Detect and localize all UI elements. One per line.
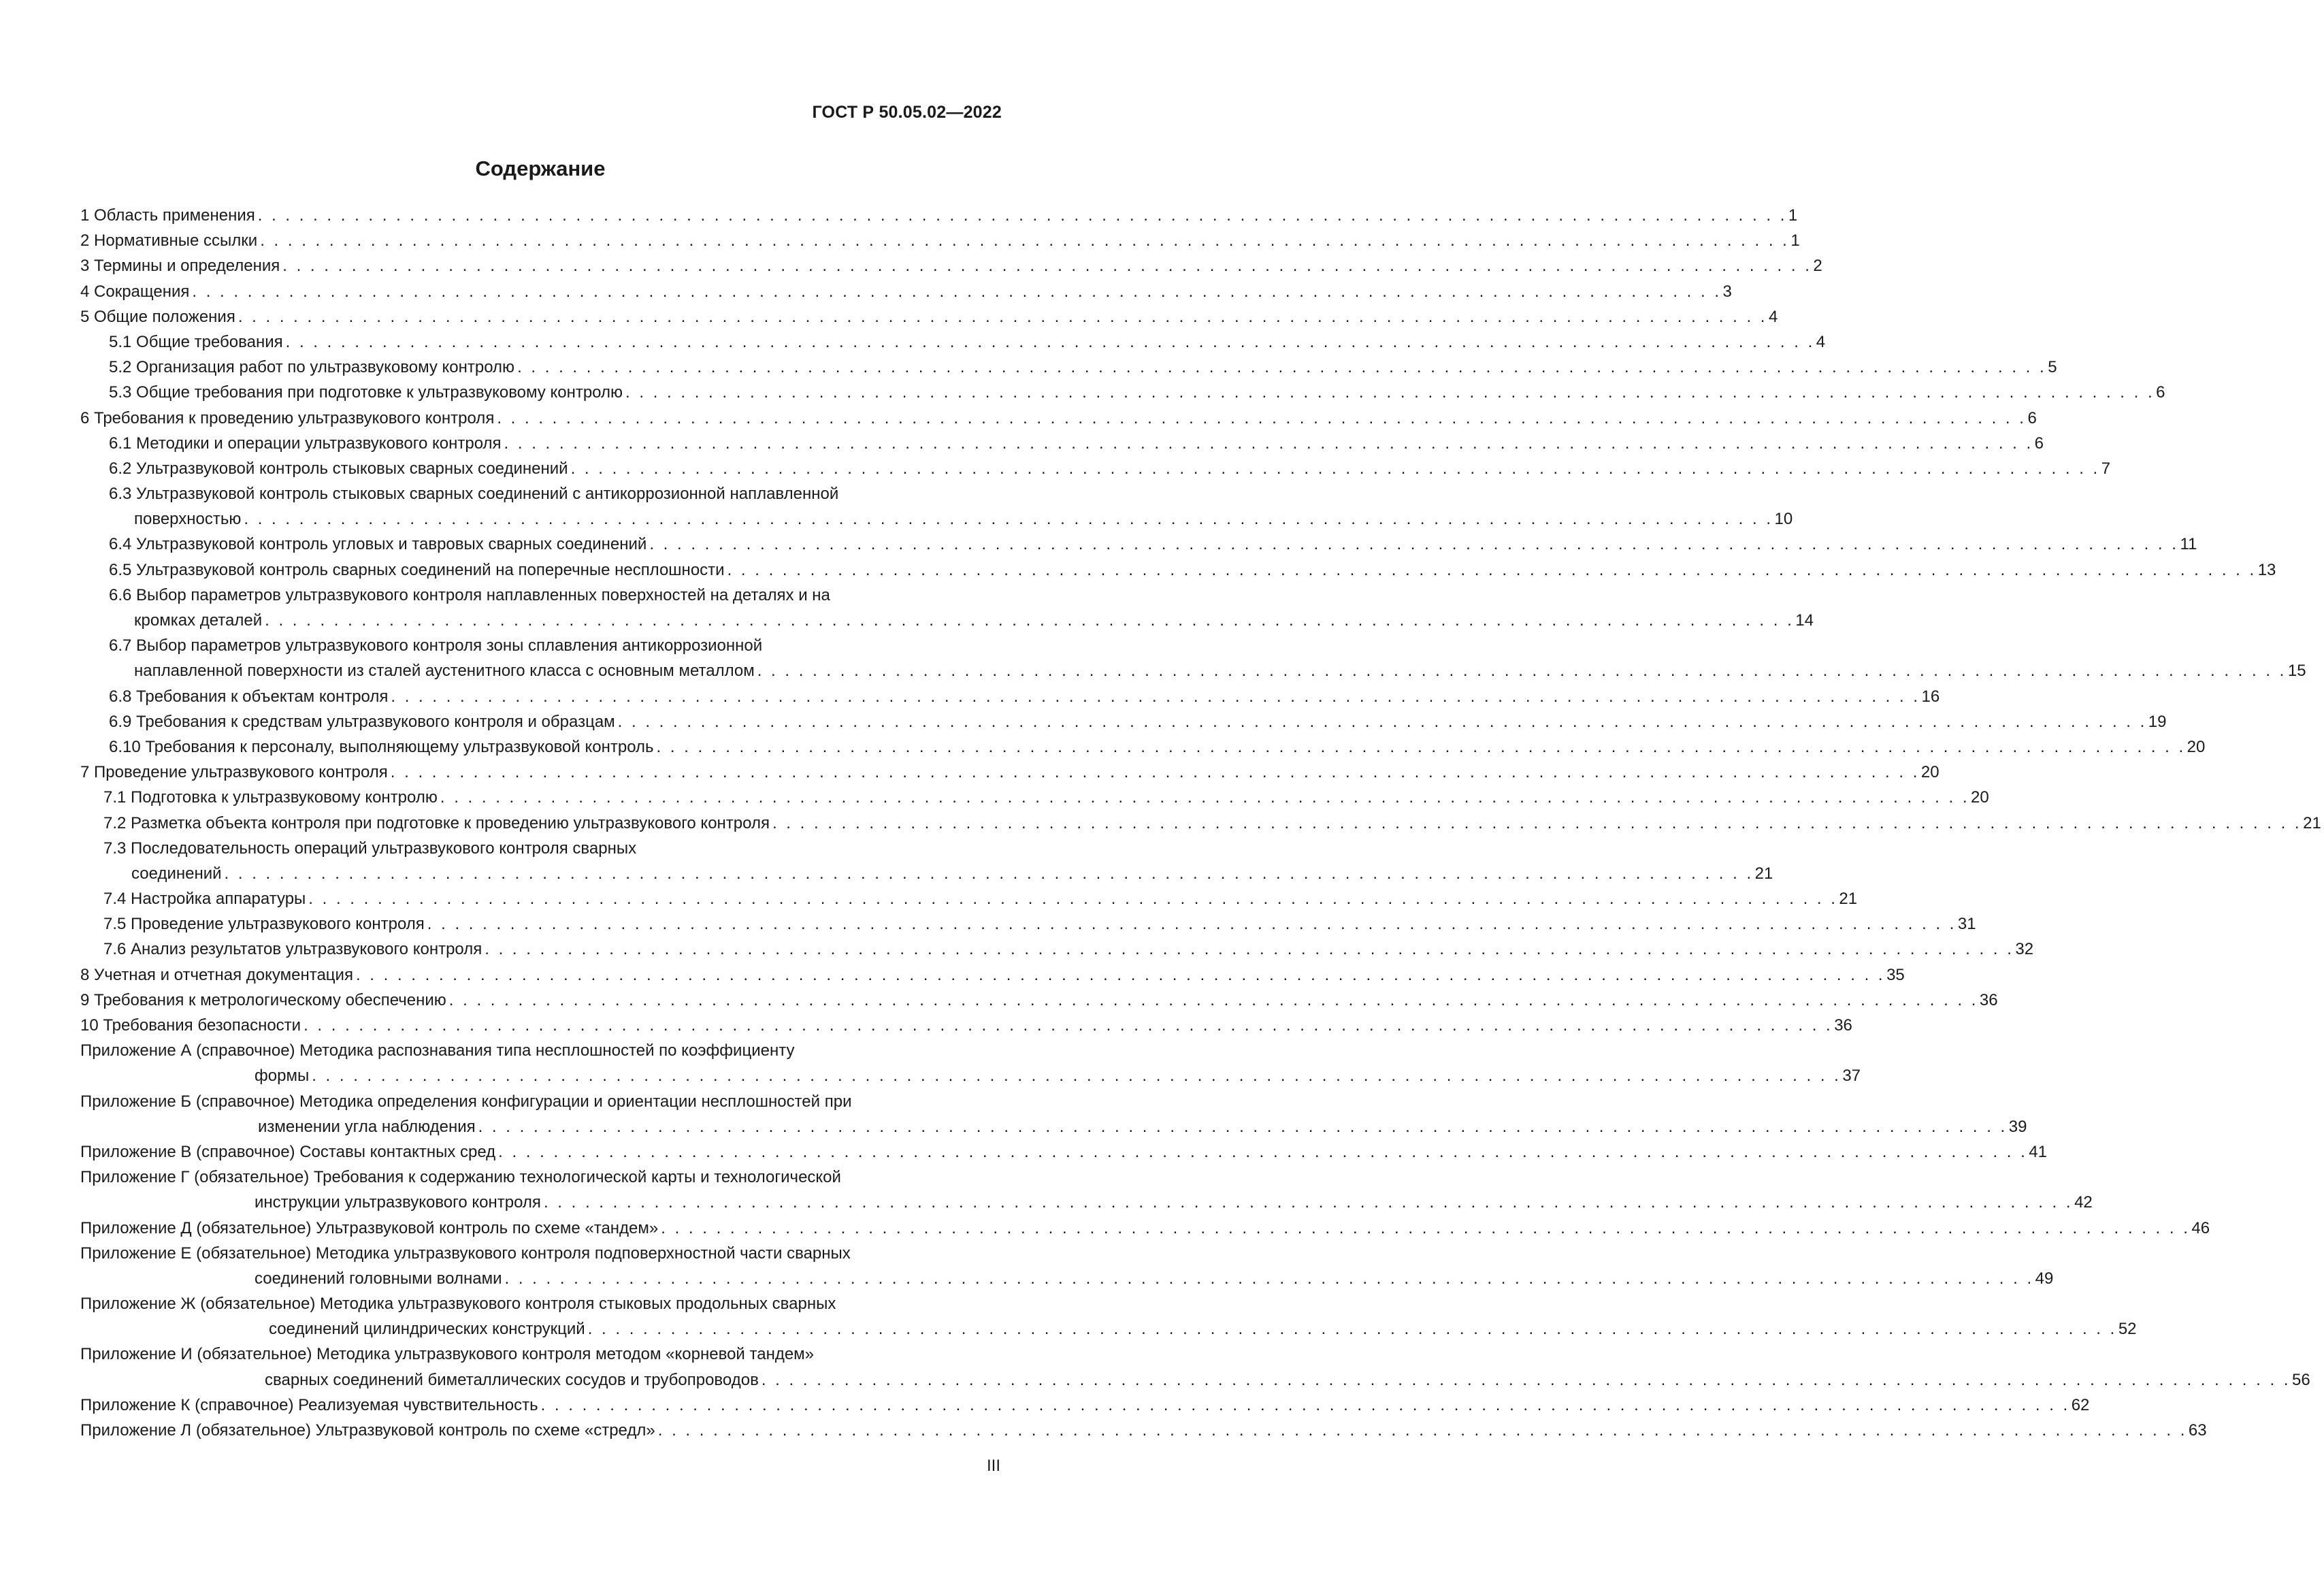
dot-leader: . . . . . . . . . . . . . . . . . . . . . . . . . . . . . . . . . . . . . . . . . . . . . . . . . . . . . . . . . . . . . . . . . . . . . . . . . . . . . . . . . . . . . . . . . . . . . . . . . . . . . . . . . . . . . . . <box>224 864 1754 883</box>
toc-entry-text: 6.3 Ультразвуковой контроль стыковых сварных соединений с антикоррозионной наплавленной <box>109 485 839 504</box>
dot-leader: . . . . . . . . . . . . . . . . . . . . . . . . . . . . . . . . . . . . . . . . . . . . . . . . . . . . . . . . . . . . . . . . . . . . . . . . . . . . . . . . . . . . . . . . . . . . . . . . . . . . . . . . . . . . . . . <box>390 763 1920 782</box>
toc-entry-line <box>80 1063 1861 1088</box>
toc-entry[interactable] <box>80 836 1773 886</box>
toc-page-number: 10 <box>1774 510 1793 529</box>
toc-entry-line <box>80 1418 2207 1443</box>
toc-entry-line <box>80 329 1826 355</box>
toc-entry[interactable] <box>80 962 1905 988</box>
dot-leader: . . . . . . . . . . . . . . . . . . . . . . . . . . . . . . . . . . . . . . . . . . . . . . . . . . . . . . . . . . . . . . . . . . . . . . . . . . . . . . . . . . . . . . . . . . . . . . . . . . . . . . . . . . . . . . . <box>504 1269 2034 1288</box>
toc-entry[interactable] <box>80 406 2037 431</box>
toc-entry-text: 8 Учетная и отчетная документация <box>80 965 353 984</box>
toc-entry-text: 4 Сокращения <box>80 282 190 301</box>
toc-page-number: 20 <box>1970 788 1989 807</box>
toc-entry[interactable] <box>80 253 1822 278</box>
dot-leader: . . . . . . . . . . . . . . . . . . . . . . . . . . . . . . . . . . . . . . . . . . . . . . . . . . . . . . . . . . . . . . . . . . . . . . . . . . . . . . . . . . . . . . . . . . . . . . . . . . . . . . . . . . . . . . . <box>540 1395 2070 1414</box>
dot-leader: . . . . . . . . . . . . . . . . . . . . . . . . . . . . . . . . . . . . . . . . . . . . . . . . . . . . . . . . . . . . . . . . . . . . . . . . . . . . . . . . . . . . . . . . . . . . . . . . . . . . . . . . . . . . . . . <box>485 940 2014 959</box>
dot-leader: . . . . . . . . . . . . . . . . . . . . . . . . . . . . . . . . . . . . . . . . . . . . . . . . . . . . . . . . . . . . . . . . . . . . . . . . . . . . . . . . . . . . . . . . . . . . . . . . . . . . . . . . . . . . . . . <box>661 1218 2191 1237</box>
toc-entry-line <box>80 760 1940 785</box>
toc-entry-line <box>80 734 2206 760</box>
toc-entry-text: 6 Требования к проведению ультразвукового контроля <box>80 408 495 427</box>
toc-entry-line <box>80 1139 2047 1165</box>
document-code: ГОСТ Р 50.05.02—2022 <box>812 103 1002 122</box>
toc-entry-text: 6.7 Выбор параметров ультразвукового контроля зоны сплавления антикоррозионной <box>109 636 763 655</box>
toc-entry-line <box>80 532 2197 557</box>
toc-entry-line <box>80 1316 2137 1342</box>
toc-entry[interactable] <box>80 1342 2310 1392</box>
toc-entry[interactable] <box>80 329 1826 355</box>
toc-entry[interactable] <box>80 1089 2027 1139</box>
toc-entry[interactable] <box>80 279 1732 304</box>
toc-entry-line <box>80 1114 2027 1139</box>
toc-entry-text: Приложение А (справочное) Методика распознавания типа несплошностей по коэффициенту <box>80 1041 795 1060</box>
toc-entry-text: формы <box>255 1067 310 1086</box>
toc-entry-text: соединений головными волнами <box>255 1269 502 1288</box>
dot-leader: . . . . . . . . . . . . . . . . . . . . . . . . . . . . . . . . . . . . . . . . . . . . . . . . . . . . . . . . . . . . . . . . . . . . . . . . . . . . . . . . . . . . . . . . . . . . . . . . . . . . . . . . . . . . . . . <box>304 1016 1833 1035</box>
toc-entry-text: инструкции ультразвукового контроля <box>255 1193 541 1212</box>
toc-entry[interactable] <box>80 911 1976 937</box>
toc-entry-line <box>80 203 1798 228</box>
toc-entry-text: Приложение В (справочное) Составы контактных сред <box>80 1142 496 1161</box>
dot-leader: . . . . . . . . . . . . . . . . . . . . . . . . . . . . . . . . . . . . . . . . . . . . . . . . . . . . . . . . . . . . . . . . . . . . . . . . . . . . . . . . . . . . . . . . . . . . . . . . . . . . . . . . . . . . . . . <box>517 358 2047 377</box>
toc-entry-text: сварных соединений биметаллических сосудов и трубопроводов <box>265 1370 759 1389</box>
toc-entry-line <box>80 633 1002 658</box>
toc-entry[interactable] <box>80 532 2197 557</box>
toc-entry-line <box>80 1291 1002 1316</box>
toc-title: Содержание <box>475 157 606 180</box>
toc-entry-line <box>80 608 1814 633</box>
toc-page-number: 56 <box>2291 1370 2310 1389</box>
toc-entry-text: соединений цилиндрических конструкций <box>269 1320 585 1339</box>
toc-page-number: 15 <box>2287 662 2306 681</box>
toc-page-number: 39 <box>2008 1117 2027 1136</box>
toc-entry-text: наплавленной поверхности из сталей аустенитного класса с основным металлом <box>134 662 755 681</box>
toc-page-number: 32 <box>2015 940 2034 959</box>
toc-entry-text: 5.2 Организация работ по ультразвуковому контролю <box>109 358 515 377</box>
toc-entry-line <box>80 709 2167 734</box>
dot-leader: . . . . . . . . . . . . . . . . . . . . . . . . . . . . . . . . . . . . . . . . . . . . . . . . . . . . . . . . . . . . . . . . . . . . . . . . . . . . . . . . . . . . . . . . . . . . . . . . . . . . . . . . . . . . . . . <box>427 915 1957 934</box>
table-of-contents <box>80 203 2321 1443</box>
toc-entry-text: 7.2 Разметка объекта контроля при подготовке к проведению ультразвукового контроля <box>103 813 770 832</box>
toc-entry[interactable] <box>80 734 2206 760</box>
toc-entry-text: 6.9 Требования к средствам ультразвукового контроля и образцам <box>109 712 615 731</box>
toc-entry-line <box>80 1190 2093 1215</box>
toc-page-number: 1 <box>1788 206 1798 225</box>
dot-leader: . . . . . . . . . . . . . . . . . . . . . . . . . . . . . . . . . . . . . . . . . . . . . . . . . . . . . . . . . . . . . . . . . . . . . . . . . . . . . . . . . . . . . . . . . . . . . . . . . . . . . . . . . . . . . . . <box>192 282 1722 301</box>
toc-page-number: 49 <box>2035 1269 2054 1288</box>
toc-entry-text: поверхностью <box>134 510 242 529</box>
toc-page-number: 11 <box>2180 535 2197 554</box>
toc-entry[interactable] <box>80 228 1800 253</box>
toc-entry[interactable] <box>80 937 2034 962</box>
dot-leader: . . . . . . . . . . . . . . . . . . . . . . . . . . . . . . . . . . . . . . . . . . . . . . . . . . . . . . . . . . . . . . . . . . . . . . . . . . . . . . . . . . . . . . . . . . . . . . . . . . . . . . . . . . . . . . . <box>265 611 1795 630</box>
toc-entry-line <box>80 1165 1002 1190</box>
toc-entry[interactable] <box>80 886 1858 911</box>
toc-entry-line <box>80 811 2321 836</box>
toc-page-number: 13 <box>2257 560 2276 579</box>
toc-page-number: 4 <box>1816 332 1826 351</box>
toc-page-number: 4 <box>1768 307 1778 326</box>
toc-entry[interactable] <box>80 760 1940 785</box>
toc-page-number: 20 <box>2187 737 2206 756</box>
toc-entry-line <box>80 506 1793 532</box>
toc-entry-line <box>80 836 1002 861</box>
toc-page-number: 62 <box>2071 1395 2090 1414</box>
toc-page-number: 21 <box>2303 813 2321 832</box>
dot-leader: . . . . . . . . . . . . . . . . . . . . . . . . . . . . . . . . . . . . . . . . . . . . . . . . . . . . . . . . . . . . . . . . . . . . . . . . . . . . . . . . . . . . . . . . . . . . . . . . . . . . . . . . . . . . . . . <box>257 206 1787 225</box>
dot-leader: . . . . . . . . . . . . . . . . . . . . . . . . . . . . . . . . . . . . . . . . . . . . . . . . . . . . . . . . . . . . . . . . . . . . . . . . . . . . . . . . . . . . . . . . . . . . . . . . . . . . . . . . . . . . . . . <box>260 231 1790 250</box>
toc-entry-text: 7.3 Последовательность операций ультразвукового контроля сварных <box>103 839 637 858</box>
toc-page-number: 5 <box>2048 358 2057 377</box>
toc-page-number: 52 <box>2118 1320 2137 1339</box>
dot-leader: . . . . . . . . . . . . . . . . . . . . . . . . . . . . . . . . . . . . . . . . . . . . . . . . . . . . . . . . . . . . . . . . . . . . . . . . . . . . . . . . . . . . . . . . . . . . . . . . . . . . . . . . . . . . . . . <box>617 712 2147 731</box>
dot-leader: . . . . . . . . . . . . . . . . . . . . . . . . . . . . . . . . . . . . . . . . . . . . . . . . . . . . . . . . . . . . . . . . . . . . . . . . . . . . . . . . . . . . . . . . . . . . . . . . . . . . . . . . . . . . . . . <box>238 307 1767 326</box>
toc-page-number: 46 <box>2191 1218 2210 1237</box>
toc-entry-text: 6.8 Требования к объектам контроля <box>109 687 389 706</box>
toc-page-number: 63 <box>2188 1421 2207 1440</box>
dot-leader: . . . . . . . . . . . . . . . . . . . . . . . . . . . . . . . . . . . . . . . . . . . . . . . . . . . . . . . . . . . . . . . . . . . . . . . . . . . . . . . . . . . . . . . . . . . . . . . . . . . . . . . . . . . . . . . <box>355 965 1886 984</box>
toc-entry-text: Приложение К (справочное) Реализуемая чувствительность <box>80 1395 538 1414</box>
toc-entry-text: 7 Проведение ультразвукового контроля <box>80 763 388 782</box>
dot-leader: . . . . . . . . . . . . . . . . . . . . . . . . . . . . . . . . . . . . . . . . . . . . . . . . . . . . . . . . . . . . . . . . . . . . . . . . . . . . . . . . . . . . . . . . . . . . . . . . . . . . . . . . . . . . . . . <box>625 383 2155 402</box>
toc-entry-text: 6.10 Требования к персоналу, выполняющему ультразвуковой контроль <box>109 737 654 756</box>
toc-entry-line <box>80 962 1905 988</box>
toc-entry-line <box>80 481 1002 506</box>
toc-entry-line <box>80 456 2111 481</box>
toc-page-number: 37 <box>1842 1067 1861 1086</box>
dot-leader: . . . . . . . . . . . . . . . . . . . . . . . . . . . . . . . . . . . . . . . . . . . . . . . . . . . . . . . . . . . . . . . . . . . . . . . . . . . . . . . . . . . . . . . . . . . . . . . . . . . . . . . . . . . . . . . <box>244 510 1773 529</box>
toc-entry-line <box>80 937 2034 962</box>
dot-leader: . . . . . . . . . . . . . . . . . . . . . . . . . . . . . . . . . . . . . . . . . . . . . . . . . . . . . . . . . . . . . . . . . . . . . . . . . . . . . . . . . . . . . . . . . . . . . . . . . . . . . . . . . . . . . . . <box>570 459 2100 478</box>
toc-entry[interactable] <box>80 1038 1861 1088</box>
toc-entry[interactable] <box>80 1216 2210 1241</box>
dot-leader: . . . . . . . . . . . . . . . . . . . . . . . . . . . . . . . . . . . . . . . . . . . . . . . . . . . . . . . . . . . . . . . . . . . . . . . . . . . . . . . . . . . . . . . . . . . . . . . . . . . . . . . . . . . . . . . <box>282 257 1812 276</box>
toc-entry-text: Приложение Ж (обязательное) Методика ультразвукового контроля стыковых продольных сварных <box>80 1295 836 1314</box>
toc-entry-line <box>80 911 1976 937</box>
toc-entry-text: Приложение Д (обязательное) Ультразвуковой контроль по схеме «тандем» <box>80 1218 659 1237</box>
toc-entry[interactable] <box>80 633 2306 683</box>
dot-leader: . . . . . . . . . . . . . . . . . . . . . . . . . . . . . . . . . . . . . . . . . . . . . . . . . . . . . . . . . . . . . . . . . . . . . . . . . . . . . . . . . . . . . . . . . . . . . . . . . . . . . . . . . . . . . . . <box>478 1117 2008 1136</box>
toc-entry-line <box>80 1241 1002 1266</box>
toc-entry[interactable] <box>80 709 2167 734</box>
toc-entry-line <box>80 886 1858 911</box>
toc-entry-text: 6.4 Ультразвуковой контроль угловых и тавровых сварных соединений <box>109 535 647 554</box>
toc-entry-text: Приложение И (обязательное) Методика ультразвукового контроля методом «корневой тандем» <box>80 1345 815 1364</box>
toc-entry[interactable] <box>80 684 1940 709</box>
toc-entry[interactable] <box>80 304 1778 329</box>
toc-entry-text: 6.6 Выбор параметров ультразвукового контроля наплавленных поверхностей на деталях и на <box>109 585 830 604</box>
toc-entry-line <box>80 431 2044 456</box>
toc-entry-line <box>80 684 1940 709</box>
toc-entry-line <box>80 355 2057 380</box>
dot-leader: . . . . . . . . . . . . . . . . . . . . . . . . . . . . . . . . . . . . . . . . . . . . . . . . . . . . . . . . . . . . . . . . . . . . . . . . . . . . . . . . . . . . . . . . . . . . . . . . . . . . . . . . . . . . . . . <box>448 990 1978 1009</box>
toc-page-number: 42 <box>2074 1193 2093 1212</box>
dot-leader: . . . . . . . . . . . . . . . . . . . . . . . . . . . . . . . . . . . . . . . . . . . . . . . . . . . . . . . . . . . . . . . . . . . . . . . . . . . . . . . . . . . . . . . . . . . . . . . . . . . . . . . . . . . . . . . <box>498 1142 2028 1161</box>
toc-entry-text: 6.1 Методики и операции ультразвукового контроля <box>109 434 502 453</box>
toc-entry-line <box>80 1089 1002 1114</box>
toc-entry[interactable] <box>80 1165 2093 1215</box>
toc-page-number: 16 <box>1921 687 1940 706</box>
toc-page-number: 6 <box>2156 383 2165 402</box>
toc-entry-line <box>80 1038 1002 1063</box>
toc-entry-text: Приложение Л (обязательное) Ультразвуковой контроль по схеме «стредл» <box>80 1421 655 1440</box>
dot-leader: . . . . . . . . . . . . . . . . . . . . . . . . . . . . . . . . . . . . . . . . . . . . . . . . . . . . . . . . . . . . . . . . . . . . . . . . . . . . . . . . . . . . . . . . . . . . . . . . . . . . . . . . . . . . . . . <box>497 408 2027 427</box>
toc-entry-line <box>80 1393 2090 1418</box>
toc-page-number: 7 <box>2101 459 2111 478</box>
toc-entry[interactable] <box>80 481 1793 532</box>
toc-entry-text: Приложение Г (обязательное) Требования к содержанию технологической карты и технологической <box>80 1168 841 1187</box>
toc-entry-line <box>80 228 1800 253</box>
dot-leader: . . . . . . . . . . . . . . . . . . . . . . . . . . . . . . . . . . . . . . . . . . . . . . . . . . . . . . . . . . . . . . . . . . . . . . . . . . . . . . . . . . . . . . . . . . . . . . . . . . . . . . . . . . . . . . . <box>657 1421 2187 1440</box>
toc-entry[interactable] <box>80 811 2321 836</box>
toc-entry-text: 6.2 Ультразвуковой контроль стыковых сварных соединений <box>109 459 568 478</box>
toc-entry[interactable] <box>80 380 2165 405</box>
toc-entry-line <box>80 1013 1852 1038</box>
toc-entry-text: 10 Требования безопасности <box>80 1016 301 1035</box>
toc-entry-line <box>80 279 1732 304</box>
toc-entry[interactable] <box>80 583 1814 633</box>
toc-entry-text: 5 Общие положения <box>80 307 235 326</box>
dot-leader: . . . . . . . . . . . . . . . . . . . . . . . . . . . . . . . . . . . . . . . . . . . . . . . . . . . . . . . . . . . . . . . . . . . . . . . . . . . . . . . . . . . . . . . . . . . . . . . . . . . . . . . . . . . . . . . <box>757 662 2287 681</box>
toc-entry-text: Приложение Е (обязательное) Методика ультразвукового контроля подповерхностной части сварных <box>80 1244 851 1263</box>
toc-page-number: 36 <box>1979 990 1998 1009</box>
page-number: III <box>986 1457 1000 1475</box>
toc-entry-line <box>80 583 1002 608</box>
toc-entry-line <box>80 253 1822 278</box>
toc-entry[interactable] <box>80 988 1998 1013</box>
dot-leader: . . . . . . . . . . . . . . . . . . . . . . . . . . . . . . . . . . . . . . . . . . . . . . . . . . . . . . . . . . . . . . . . . . . . . . . . . . . . . . . . . . . . . . . . . . . . . . . . . . . . . . . . . . . . . . . <box>285 332 1815 351</box>
dot-leader: . . . . . . . . . . . . . . . . . . . . . . . . . . . . . . . . . . . . . . . . . . . . . . . . . . . . . . . . . . . . . . . . . . . . . . . . . . . . . . . . . . . . . . . . . . . . . . . . . . . . . . . . . . . . . . . <box>312 1067 1842 1086</box>
toc-entry[interactable] <box>80 1418 2207 1443</box>
toc-entry-line <box>80 658 2306 683</box>
dot-leader: . . . . . . . . . . . . . . . . . . . . . . . . . . . . . . . . . . . . . . . . . . . . . . . . . . . . . . . . . . . . . . . . . . . . . . . . . . . . . . . . . . . . . . . . . . . . . . . . . . . . . . . . . . . . . . . <box>543 1193 2074 1212</box>
dot-leader: . . . . . . . . . . . . . . . . . . . . . . . . . . . . . . . . . . . . . . . . . . . . . . . . . . . . . . . . . . . . . . . . . . . . . . . . . . . . . . . . . . . . . . . . . . . . . . . . . . . . . . . . . . . . . . . <box>649 535 2179 554</box>
toc-entry-line <box>80 304 1778 329</box>
toc-page-number: 3 <box>1722 282 1732 301</box>
toc-entry-text: 7.6 Анализ результатов ультразвукового контроля <box>103 940 482 959</box>
dot-leader: . . . . . . . . . . . . . . . . . . . . . . . . . . . . . . . . . . . . . . . . . . . . . . . . . . . . . . . . . . . . . . . . . . . . . . . . . . . . . . . . . . . . . . . . . . . . . . . . . . . . . . . . . . . . . . . <box>656 737 2186 756</box>
toc-entry[interactable] <box>80 431 2044 456</box>
toc-entry-text: 5.1 Общие требования <box>109 332 283 351</box>
toc-entry-text: 7.1 Подготовка к ультразвуковому контролю <box>103 788 438 807</box>
toc-entry[interactable] <box>80 557 2276 583</box>
toc-entry-text: Приложение Б (справочное) Методика определения конфигурации и ориентации несплошностей при <box>80 1092 852 1111</box>
toc-entry[interactable] <box>80 1393 2090 1418</box>
toc-entry-line <box>80 1367 2310 1393</box>
toc-entry-text: кромках деталей <box>134 611 263 630</box>
dot-leader: . . . . . . . . . . . . . . . . . . . . . . . . . . . . . . . . . . . . . . . . . . . . . . . . . . . . . . . . . . . . . . . . . . . . . . . . . . . . . . . . . . . . . . . . . . . . . . . . . . . . . . . . . . . . . . . <box>587 1320 2117 1339</box>
toc-entry-line <box>80 1266 2054 1291</box>
toc-entry[interactable] <box>80 1013 1852 1038</box>
toc-entry-text: 7.4 Настройка аппаратуры <box>103 890 306 909</box>
toc-page-number: 19 <box>2148 712 2167 731</box>
dot-leader: . . . . . . . . . . . . . . . . . . . . . . . . . . . . . . . . . . . . . . . . . . . . . . . . . . . . . . . . . . . . . . . . . . . . . . . . . . . . . . . . . . . . . . . . . . . . . . . . . . . . . . . . . . . . . . . <box>772 813 2302 832</box>
toc-entry[interactable] <box>80 1139 2047 1165</box>
toc-page-number: 6 <box>2034 434 2044 453</box>
toc-entry-text: соединений <box>131 864 222 883</box>
toc-entry-text: 9 Требования к метрологическому обеспечению <box>80 990 446 1009</box>
toc-entry[interactable] <box>80 203 1798 228</box>
toc-page-number: 14 <box>1795 611 1814 630</box>
dot-leader: . . . . . . . . . . . . . . . . . . . . . . . . . . . . . . . . . . . . . . . . . . . . . . . . . . . . . . . . . . . . . . . . . . . . . . . . . . . . . . . . . . . . . . . . . . . . . . . . . . . . . . . . . . . . . . . <box>308 890 1838 909</box>
dot-leader: . . . . . . . . . . . . . . . . . . . . . . . . . . . . . . . . . . . . . . . . . . . . . . . . . . . . . . . . . . . . . . . . . . . . . . . . . . . . . . . . . . . . . . . . . . . . . . . . . . . . . . . . . . . . . . . <box>727 560 2257 579</box>
toc-page-number: 21 <box>1754 864 1773 883</box>
toc-entry[interactable] <box>80 1241 2054 1291</box>
toc-entry[interactable] <box>80 1291 2137 1342</box>
toc-page-number: 1 <box>1790 231 1800 250</box>
dot-leader: . . . . . . . . . . . . . . . . . . . . . . . . . . . . . . . . . . . . . . . . . . . . . . . . . . . . . . . . . . . . . . . . . . . . . . . . . . . . . . . . . . . . . . . . . . . . . . . . . . . . . . . . . . . . . . . <box>504 434 2033 453</box>
toc-entry-text: 2 Нормативные ссылки <box>80 231 258 250</box>
toc-entry-text: изменении угла наблюдения <box>258 1117 476 1136</box>
toc-page-number: 35 <box>1886 965 1905 984</box>
dot-leader: . . . . . . . . . . . . . . . . . . . . . . . . . . . . . . . . . . . . . . . . . . . . . . . . . . . . . . . . . . . . . . . . . . . . . . . . . . . . . . . . . . . . . . . . . . . . . . . . . . . . . . . . . . . . . . . <box>391 687 1920 706</box>
toc-entry-line <box>80 785 1989 810</box>
toc-entry-line <box>80 861 1773 886</box>
toc-page-number: 31 <box>1957 915 1976 934</box>
toc-entry-text: 3 Термины и определения <box>80 257 280 276</box>
toc-entry-line <box>80 557 2276 583</box>
toc-entry-text: 5.3 Общие требования при подготовке к ультразвуковому контролю <box>109 383 623 402</box>
toc-entry-text: 1 Область применения <box>80 206 255 225</box>
dot-leader: . . . . . . . . . . . . . . . . . . . . . . . . . . . . . . . . . . . . . . . . . . . . . . . . . . . . . . . . . . . . . . . . . . . . . . . . . . . . . . . . . . . . . . . . . . . . . . . . . . . . . . . . . . . . . . . <box>761 1370 2291 1389</box>
dot-leader: . . . . . . . . . . . . . . . . . . . . . . . . . . . . . . . . . . . . . . . . . . . . . . . . . . . . . . . . . . . . . . . . . . . . . . . . . . . . . . . . . . . . . . . . . . . . . . . . . . . . . . . . . . . . . . . <box>440 788 1969 807</box>
toc-entry[interactable] <box>80 355 2057 380</box>
toc-entry[interactable] <box>80 785 1989 810</box>
toc-entry-line <box>80 406 2037 431</box>
toc-entry-text: 6.5 Ультразвуковой контроль сварных соединений на поперечные несплошности <box>109 560 725 579</box>
toc-page-number: 21 <box>1839 890 1858 909</box>
toc-entry-text: 7.5 Проведение ультразвукового контроля <box>103 915 425 934</box>
toc-entry-line <box>80 988 1998 1013</box>
toc-page-number: 2 <box>1813 257 1822 276</box>
toc-page-number: 6 <box>2027 408 2037 427</box>
toc-page-number: 20 <box>1920 763 1940 782</box>
toc-entry-line <box>80 1216 2210 1241</box>
toc-entry-line <box>80 380 2165 405</box>
toc-page-number: 41 <box>2029 1142 2047 1161</box>
toc-page-number: 36 <box>1834 1016 1852 1035</box>
toc-entry[interactable] <box>80 456 2111 481</box>
toc-entry-line <box>80 1342 1002 1367</box>
